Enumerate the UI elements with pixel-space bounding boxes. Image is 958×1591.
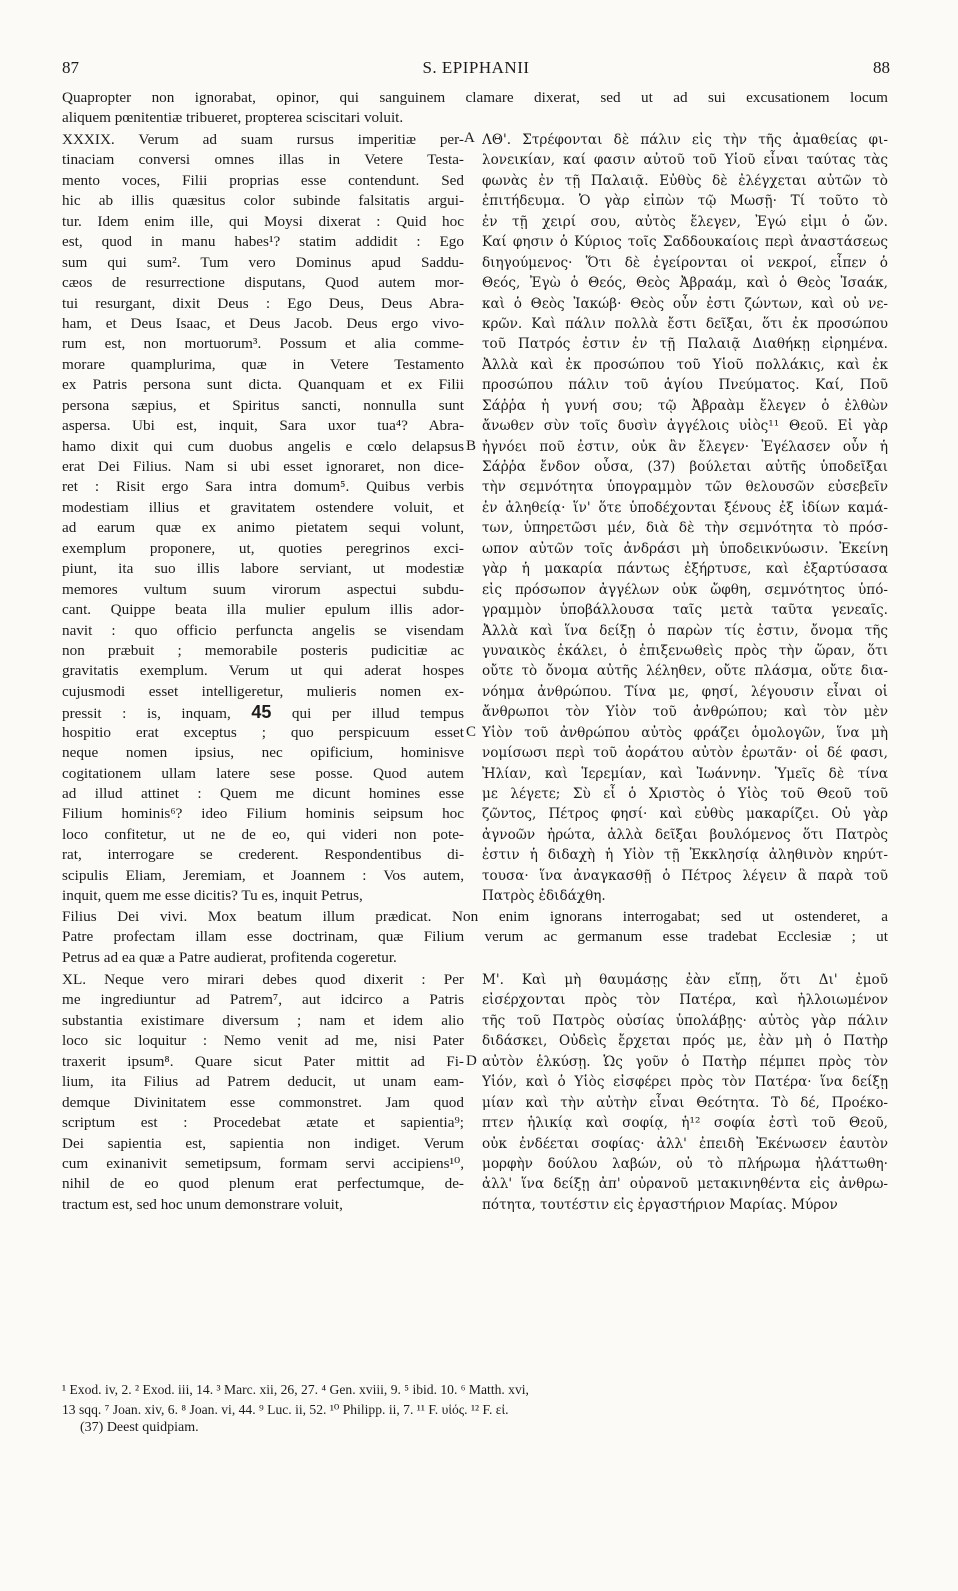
latin-line: scipulis Eliam, Jeremiam, et Joannem : Vos autem,	[62, 866, 464, 884]
latin-line: tractum est, sed hoc unum demonstrare voluit,	[62, 1195, 343, 1213]
latin-line: substantia existimare diversum ; nam et idem alio	[62, 1011, 464, 1029]
latin-column-section-40	[62, 970, 464, 1215]
greek-line: διηγούμενος· Ὅτι δὲ ἐγείρονται οἱ νεκροί, εἶπεν ὁ	[482, 254, 888, 271]
latin-line: cant. Quippe beata illa mulier epulum illis ador-	[62, 601, 464, 619]
greek-line: των, ὑπηρετῶσι μέν, διὰ δὲ τὴν σεμνότητα τὸ πρόσ-	[482, 520, 888, 537]
greek-column-section-40	[482, 970, 888, 1215]
greek-line: ἀγνοῶν ἠρώτα, ἀλλὰ δεῖξαι βουλόμενος ὅτι Πατρὸς	[482, 826, 888, 843]
latin-line: ad earum quæ ex animo pietatem sequi volunt,	[62, 519, 464, 537]
text-line: Quapropter non ignorabat, opinor, qui sanguinem clamare dixerat, sed ut ad sui excusationem locum	[62, 89, 888, 106]
margin-letter-a: A	[464, 130, 475, 146]
latin-line: est, quod in manu habes¹? statim addidit : Ego	[62, 233, 464, 251]
greek-line: φωνὰς ἐν τῇ Παλαιᾷ. Εὐθὺς δὲ ἐλέγχεται αὐτῶν τὸ	[482, 172, 888, 189]
page-number-right: 88	[873, 58, 890, 77]
latin-line: cum exinanivit semetipsum, formam servi accipiens¹⁰,	[62, 1154, 464, 1172]
page-header	[62, 58, 890, 82]
latin-line: ham, et Deus Isaac, et Deus Jacob. Deus ergo vivo-	[62, 314, 464, 332]
greek-line: Καί φησιν ὁ Κύριος τοῖς Σαδδουκαίοις περὶ ἀναστάσεως	[482, 234, 888, 251]
greek-line: κρῶν. Καὶ πάλιν πολλὰ ἔστι δεῖξαι, ὅτι ἐκ προσώπου	[482, 315, 888, 332]
greek-line: Μ'. Καὶ μὴ θαυμάσῃς ἐὰν εἴπῃ, ὅτι Δι' ἐμοῦ	[482, 972, 888, 988]
latin-line: cogitationem ullam latere sese posse. Quod autem	[62, 764, 464, 782]
latin-line: morare quamplurima, quæ in Vetere Testamento	[62, 355, 464, 373]
greek-line: Σάῤῥα ἔνδον οὖσα, (37) βούλεται αὐτῆς ὑποδεῖξαι	[482, 459, 888, 475]
greek-line: Ἀλλὰ καὶ ἐκ προσώπου τοῦ Υἱοῦ πολλάκις, καὶ ἐκ	[482, 356, 888, 373]
greek-line: με λέγετε; Σὺ εἶ ὁ Χριστὸς ὁ Υἱὸς τοῦ Θεοῦ τοῦ	[482, 786, 888, 802]
greek-line: τῆς τοῦ Πατρὸς οὐσίας ὑπολάβῃς· αὐτὸς γὰρ πάλιν	[482, 1012, 888, 1029]
latin-line: inquit, quem me esse dicitis? Tu es, inquit Petrus,	[62, 887, 363, 905]
latin-line: modestiam illius et gravitatem ostendere voluit, et	[62, 498, 464, 516]
greek-line: τὴν σεμνότητα ὑπογραμμὸν τῶν θελουσῶν εὐσεβεῖν	[482, 479, 888, 496]
latin-line: non præbuit ; memorabile posteris pudicitiæ ac	[62, 641, 464, 659]
greek-line: γυναικὸς ἐκάλει, ὁ ἐπιξενωθεὶς πρὸς τὴν ὥραν, ὅτι	[482, 642, 888, 659]
section-number-45: 45	[251, 702, 272, 723]
text-line: aliquem pœnitentiæ tribueret, propterea sciscitari voluit.	[62, 109, 404, 127]
page-number-left: 87	[62, 58, 79, 77]
greek-line: ἐν ἀληθείᾳ· ἵν' ὅτε ὑποδέχονται ξένους ἐξ ἰδίων καμά-	[482, 499, 888, 516]
greek-line: νόημα ἀνθρώπου. Τίνα με, φησί, λέγουσιν εἶναι οἱ	[482, 683, 888, 700]
greek-line: τοῦ Πατρός ἐστιν ἐν τῇ Παλαιᾷ Διαθήκῃ εἰρημένα.	[482, 336, 888, 353]
greek-line: αὐτὸν ἑλκύσῃ. Ὡς γοῦν ὁ Πατὴρ πέμπει πρὸς τὸν	[482, 1053, 888, 1070]
latin-line: gravitatis exemplum. Verum ut qui aderat hospes	[62, 662, 464, 680]
greek-line: Σάῤῥα ἡ γυνή σου; τῷ Ἀβραὰμ ἔλεγεν ὁ ἐλθὼν	[482, 397, 888, 414]
greek-line: ΛΘ'. Στρέφονται δὲ πάλιν εἰς τὴν τῆς ἀμαθείας φι-	[482, 132, 888, 148]
latin-line: pressit : is, inquam, 45 qui per illud tempus	[62, 702, 464, 723]
latin-line-tail: qui per illud tempus	[291, 705, 464, 723]
latin-line: navit : quo officio perfuncta angelis se visendam	[62, 621, 464, 639]
text-line: Filius Dei vivi. Mox beatum illum prædicat. Non enim ignorans interrogabat; sed ut ostenderet, a	[62, 908, 888, 925]
greek-line: Ἠλίαν, καὶ Ἱερεμίαν, καὶ Ἰωάννην. Ὑμεῖς δὲ τίνα	[482, 765, 888, 782]
greek-line: πότητα, τουτέστιν εἰς ἐργαστήριον Μαρίας. Μύρον	[482, 1196, 838, 1213]
latin-line: XXXIX. Verum ad suam rursus imperitiæ per-	[62, 131, 464, 148]
editorial-note: (37) Deest quidpiam.	[80, 1420, 199, 1435]
greek-column-section-39	[482, 130, 888, 907]
greek-line: ἀλλ' ἵνα δείξῃ ἀπ' οὐρανοῦ μετακινηθέντα εἰς ἀνθρω-	[482, 1176, 888, 1193]
greek-line: μορφὴν δούλου λαβών, οὐ τὸ πλήρωμα ἠλάττωθη·	[482, 1155, 888, 1172]
latin-line: tui resurgant, dixit Deus : Ego Deus, Deus Abra-	[62, 294, 464, 312]
greek-line: Πατρὸς ἐδιδάχθη.	[482, 888, 606, 905]
full-width-paragraph	[62, 907, 888, 968]
latin-line: loco confitetur, ut ne de eo, qui videri non pote-	[62, 825, 464, 843]
greek-line: ἐπιτήδευμα. Ὁ γὰρ εἰπὼν τῷ Μωσῇ· Τί τοῦτο τὸ	[482, 193, 888, 210]
greek-line: Θεός, Ἐγὼ ὁ Θεός, Θεὸς Ἀβραάμ, καὶ ὁ Θεὸς Ἰσαάκ,	[482, 275, 888, 292]
latin-line: piunt, ita suo illis labore serviant, ut modestiæ	[62, 560, 464, 578]
latin-line: hospitio erat exceptus ; quo perspicuum esset	[62, 723, 464, 741]
latin-line: exemplum proponere, ut, quoties peregrinos exci-	[62, 539, 464, 557]
latin-line: Dei sapientia est, sapientia non indiget. Verum	[62, 1134, 464, 1152]
greek-line: οὐκ ἐνδέεται σοφίας· ἀλλ' ἐπειδὴ Ἐκένωσεν ἑαυτὸν	[482, 1135, 888, 1152]
latin-line: cæos de resurrectione disputans, Quod autem mor-	[62, 274, 464, 292]
latin-column-section-39	[62, 130, 464, 907]
margin-letter-d: D	[466, 1053, 477, 1069]
latin-line: hamo dixit qui cum duobus angelis e cœlo delapsus	[62, 437, 464, 455]
latin-line: ex Patris persona sunt dicta. Quanquam et ex Filii	[62, 376, 464, 394]
greek-line: ωπον αὐτῶν τοῖς ἀνδράσι μὴ ὑποδεικνύωσιν. Ἐκείνη	[482, 540, 888, 557]
latin-line: neque nomen ipsius, nec opificium, hominisve	[62, 744, 464, 762]
greek-line: Υἱὸν τοῦ ἀνθρώπου αὐτὸς φράζει ὁμολογῶν, ἵνα μὴ	[482, 724, 888, 741]
running-title: S. EPIPHANII	[422, 58, 530, 77]
greek-line: μίαν καὶ τὴν αὐτὴν εἶναι Θεότητα. Τὸ δέ, Προέκο-	[482, 1094, 888, 1111]
latin-line: persona sæpius, et Spiritus sancti, nonnulla sunt	[62, 396, 464, 414]
footnote-line: ¹ Exod. iv, 2. ² Exod. iii, 14. ³ Marc. xii, 26, 27. ⁴ Gen. xviii, 9. ⁵ ibid. 10. ⁶ Matth. xvi,	[62, 1382, 529, 1397]
latin-line: sum qui sum². Tum vero Dominus apud Saddu-	[62, 253, 464, 271]
latin-line: tur. Idem enim ille, qui Moysi dixerat : Quid hoc	[62, 212, 464, 230]
latin-line: Filium hominis⁶? ideo Filium hominis seipsum hoc	[62, 805, 464, 823]
greek-line: πτεν ἡλικίᾳ καὶ σοφίᾳ, ἡ¹² σοφία ἐστὶ τοῦ Θεοῦ,	[482, 1115, 888, 1132]
latin-line: XL. Neque vero mirari debes quod dixerit : Per	[62, 971, 464, 988]
latin-line: hic ab illis quæsitus color subinde falsitatis argui-	[62, 192, 464, 210]
latin-line: rat, interrogare se crederent. Respondentibus di-	[62, 846, 464, 864]
greek-line: γραμμὸν ὑποβάλλουσα ταῖς μετὰ ταῦτα γενεαῖς.	[482, 602, 888, 619]
greek-line: καὶ ὁ Θεὸς Ἰακώβ· Θεὸς οὖν ἐστι ζώντων, καὶ οὐ νε-	[482, 295, 888, 312]
latin-line: me ingrediuntur ad Patrem⁷, aut idcirco a Patris	[62, 991, 464, 1009]
greek-line: ἄνωθεν σὺν τοῖς δυσὶν ἀγγέλοις υἱὸς¹¹ Θεοῦ. Εἰ γὰρ	[482, 418, 888, 435]
latin-line: tinaciam conversi omnes illas in Vetere Testa-	[62, 151, 464, 169]
latin-line: demque Divinitatem esse commonstret. Jam quod	[62, 1093, 464, 1111]
latin-line: cujusmodi esset intelligeretur, mulieris nomen ex-	[62, 682, 464, 700]
greek-line: Ἀλλὰ καὶ ἵνα δείξῃ ὁ παρὼν τίς ἐστιν, ὄνομα τῆς	[482, 622, 888, 639]
margin-letter-c: C	[466, 724, 477, 740]
latin-line: aspersa. Ubi est, inquit, Sara uxor tua⁴? Abra-	[62, 417, 464, 435]
greek-line: λονεικίαν, καί φασιν αὐτοῦ τοῦ Υἱοῦ εἶναι ταύτας τὰς	[482, 152, 888, 169]
greek-line: εἰσέρχονται πρὸς τὸν Πατέρα, καὶ ἠλλοιωμένον	[482, 992, 888, 1009]
greek-line: ἐστιν ἡ διδαχὴ ἡ Υἱὸν τῇ Ἐκκλησίᾳ ἀληθινὸν κηρύτ-	[482, 847, 888, 864]
greek-line: ἠγνόει ποῦ ἐστιν, οὐκ ἂν ἔλεγεν· Ἐγέλασεν οὖν ἡ	[482, 438, 888, 455]
greek-line: ἐν τῇ χειρί σου, αὐτὸς ἔλεγεν, Ἐγώ εἰμι ὁ ὤν.	[482, 213, 888, 230]
latin-line: rum est, non mortuorum³. Possum et alia comme-	[62, 335, 464, 353]
intro-paragraph	[62, 88, 888, 129]
greek-line: εἰς πρόσωπον ἀγγέλων οὐκ ὤφθη, σεμνότητος ὑπό-	[482, 581, 888, 598]
greek-line: ἄνθρωποι τὸν Υἱὸν τοῦ ἀνθρώπου; καὶ τὸν μὲν	[482, 704, 888, 721]
latin-line: ad illud attinet : Quem me dicunt homines esse	[62, 785, 464, 802]
text-line: Petrus ad ea quæ a Patre audierat, profitenda cogeretur.	[62, 948, 397, 966]
latin-line: scriptum est : Procedebat ætate et sapientia⁹;	[62, 1114, 464, 1132]
latin-line: loco sic loquitur : Nemo venit ad me, nisi Pater	[62, 1032, 464, 1050]
greek-line: διδάσκει, Οὐδεὶς ἔρχεται πρός με, ἐὰν μὴ ὁ Πατὴρ	[482, 1033, 888, 1050]
footnotes	[62, 1380, 888, 1420]
latin-line: traxerit ipsum⁸. Quare sicut Pater mittit ad Fi-	[62, 1052, 464, 1070]
margin-letter-b: B	[466, 438, 477, 454]
latin-line: memores vultum suum virorum aspectui subdu-	[62, 580, 464, 598]
latin-line: ret : Risit ergo Sara intra domum⁵. Quibus verbis	[62, 478, 464, 496]
footnote-line: 13 sqq. ⁷ Joan. xiv, 6. ⁸ Joan. vi, 44. ⁹ Luc. ii, 52. ¹⁰ Philipp. ii, 7. ¹¹ F. υἱός. ¹² F. εἰ.	[62, 1402, 509, 1417]
greek-line: τουσα· ἵνα ἀναγκασθῇ ὁ Πέτρος λέγειν ἃ παρὰ τοῦ	[482, 867, 888, 884]
latin-line: erat Dei Filius. Nam si ubi esset ignoraret, non dice-	[62, 458, 464, 475]
greek-line: προσώπου πάλιν τοῦ ἁγίου Πνεύματος. Καί, Ποῦ	[482, 377, 888, 394]
greek-line: γὰρ ἡ μακαρία πάντως ἐξήρτυσε, καὶ ἐξαρτύσασα	[482, 561, 888, 578]
greek-line: Υἱόν, καὶ ὁ Υἱὸς εἰσφέρει πρὸς τὸν Πατέρα· ἵνα δείξῃ	[482, 1074, 888, 1091]
text-line: Patre profectam illam esse doctrinam, quæ Filium verum ac germanum esse tradebat Ecclesiæ ; ut	[62, 928, 888, 946]
greek-line: οὔτε τὸ ὄνομα αὐτῆς λέληθεν, οὔτε πλάσμα, οὔτε δια-	[482, 663, 888, 680]
latin-line: nihil de eo quod plenum erat perfectumque, de-	[62, 1175, 464, 1193]
latin-line: mento voces, Filii proprias esse contendunt. Sed	[62, 171, 464, 189]
greek-line: ζῶντος, Πέτρος φησί· καὶ εὐθὺς μακαρίζει. Οὐ γὰρ	[482, 806, 888, 823]
latin-line: lium, ita Filius ad Patrem deducit, ut unam eam-	[62, 1073, 464, 1091]
greek-line: νομίσωσι περὶ τοῦ ἀοράτου αὐτὸν ἐρωτᾶν· οἱ δέ φασι,	[482, 745, 888, 762]
